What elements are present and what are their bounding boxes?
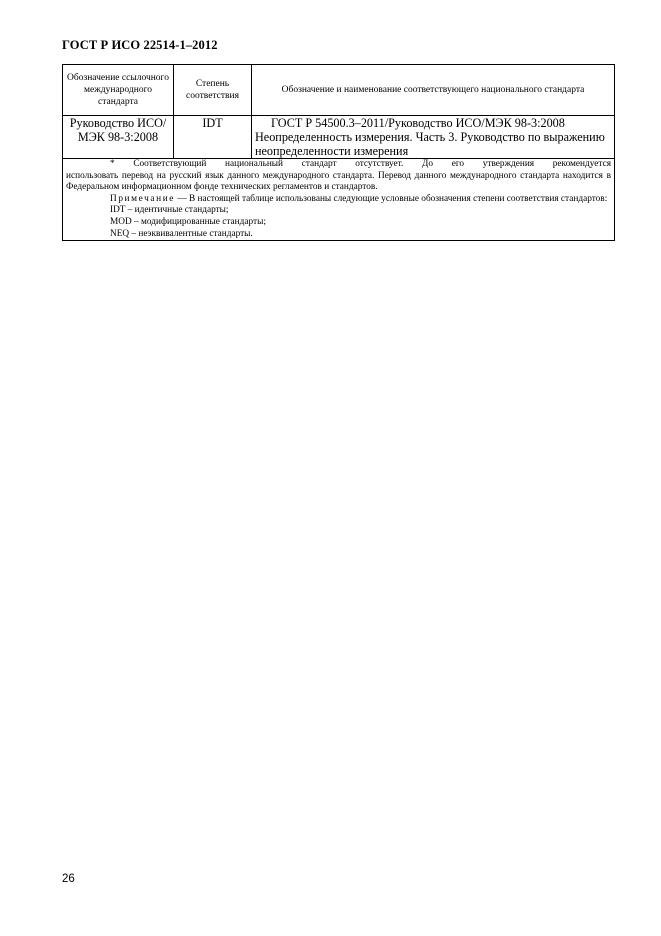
notes-row [63,159,615,241]
list-item: NEQ – неэквивалентные стандарты. [110,228,253,239]
list-item: MOD – модифицированные стандарты; [110,216,266,227]
national-standard-title: Неопределенность измерения. Часть 3. Руководство по выражению неопределенности измерения [255,130,605,158]
degree-cell: IDT [174,116,252,159]
note-label: Примечание [110,193,175,204]
footnote-first-line: * Соответствующий национальный стандарт отсутствует. До его утверждения рекомендуется [110,159,611,169]
column-header-degree: Степень соответствия [174,65,252,116]
column-header-national-standard: Обозначение и наименование соответствующего национального стандарта [252,65,615,116]
table-header-row [63,65,615,116]
note-paragraph [66,194,611,206]
reference-standards-table [62,64,615,241]
note-text: — В настоящей таблице использованы следующие условные обозначения степени соответствия стандартов: [175,193,608,204]
ref-standard-cell: Руководство ИСО/МЭК 98-3:2008 [63,116,174,159]
national-standard-cell [252,116,615,159]
table-row [63,116,615,159]
list-item: IDT – идентичные стандарты; [110,205,229,216]
document-header: ГОСТ Р ИСО 22514-1–2012 [62,38,218,52]
national-standard-code: ГОСТ Р 54500.3–2011/Руководство ИСО/МЭК 98-3:2008 [271,116,565,130]
page-number: 26 [62,873,75,885]
footnote-text: использовать перевод на русский язык данного международного стандарта. Перевод данного международного стандарта находится в Федеральном информационном фонде технических регламентов и стандартов. [66,170,611,193]
column-header-ref-standard: Обозначение ссылочного международного стандарта [63,65,174,116]
notes-cell [63,159,615,241]
